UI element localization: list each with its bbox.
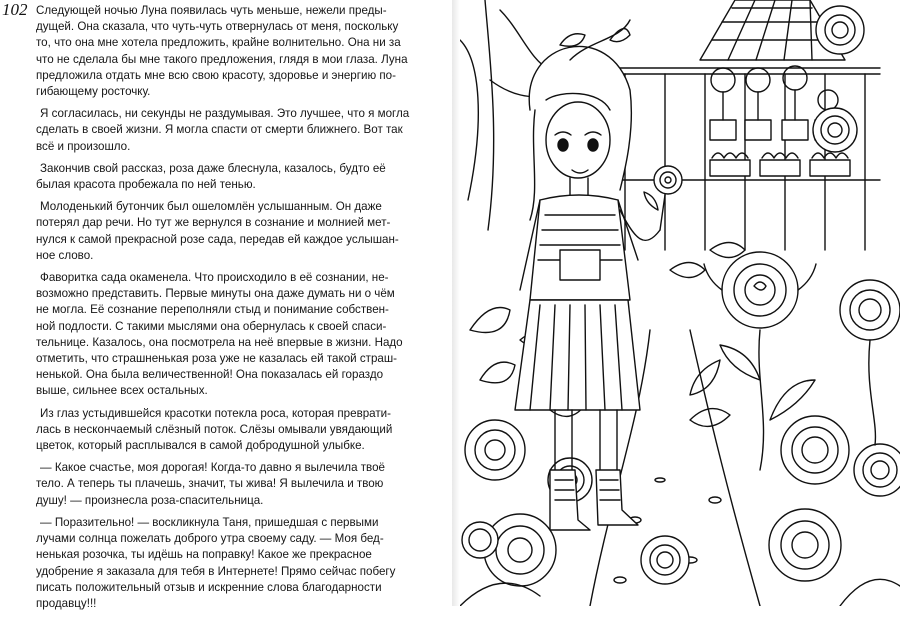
text-line: нулся к самой прекрасной розе сада, передав ей каждое услышан- — [36, 232, 399, 246]
text-line: ненькая розочка, ты идёшь на поправку! Какое же прекрасное — [36, 548, 372, 562]
text-line: Молоденький бутончик был ошеломлён услышанным. Он даже — [40, 200, 382, 214]
text-line: возможно представить. Первые минуты она даже думать ни о чём — [36, 287, 395, 301]
garden-fence — [610, 68, 880, 250]
text-line: — Какое счастье, моя дорогая! Когда-то давно я вылечила твоё — [40, 461, 385, 475]
text-line: цветок, который расплывался в самой добродушной улыбке. — [36, 439, 365, 453]
book-gutter — [452, 0, 460, 606]
text-line: то, что она мне хотела предложить, крайне волнительно. Она ни за — [36, 36, 401, 50]
story-paragraph — [36, 199, 433, 264]
text-line: лась в нескончаемый слёзный поток. Слёзы омывали увядающий — [36, 422, 393, 436]
text-line: удобрение я заказала для тебя в Интернете! Прямо сейчас побегу — [36, 564, 396, 578]
text-line: писать положительный отзыв и искренние слова благодарности — [36, 580, 382, 594]
text-line: ной подлости. С такими мыслями она обернулась к своей спаси- — [36, 319, 387, 333]
text-line: выше, сильнее всех остальных. — [36, 384, 208, 398]
text-line: гибающему росточку. — [36, 85, 151, 99]
text-line: Из глаз устыдившейся красотки потекла роса, которая преврати- — [40, 406, 392, 420]
text-line: предложила отдать мне всю свою красоту, здоровье и энергию по- — [36, 68, 396, 82]
story-paragraph — [36, 106, 433, 155]
text-line: Я согласилась, ни секунды не раздумывая. Это лучшее, что я могла — [40, 107, 410, 121]
text-line: дущей. Она сказала, что чуть-чуть отвернулась от меня, поскольку — [36, 20, 399, 34]
page-number: 102 — [2, 0, 28, 19]
text-line: Следующей ночью Луна появилась чуть меньше, нежели преды- — [36, 4, 387, 17]
text-line: всё и произошло. — [36, 139, 131, 153]
text-line: тельнице. Казалось, она посмотрела на неё впервые в жизни. Надо — [36, 335, 403, 349]
text-line: не могла. Её сознание переполняли стыд и понимание собствен- — [36, 303, 389, 317]
coloring-illustration — [460, 0, 900, 606]
text-line: продавцу!!! — [36, 596, 97, 610]
text-line: лучами солнца пожелать доброго утра своему саду. — Моя бед- — [36, 532, 384, 546]
text-line: сделать в своей жизни. Я могла спасти от смерти ближнего. Вот так — [36, 123, 403, 137]
text-line: ненькой. Она была величественной! Она показалась ей гораздо — [36, 368, 384, 382]
story-paragraph — [36, 161, 433, 193]
story-paragraph — [36, 270, 433, 400]
text-line: потерял дар речи. Но тут же вернулся в сознание и молнией мет- — [36, 216, 391, 230]
story-paragraph — [36, 3, 433, 100]
story-paragraph — [36, 515, 433, 612]
story-paragraph — [36, 406, 433, 455]
text-line: отметить, что страшненькая роза уже не казалась ей такой страш- — [36, 352, 398, 366]
text-line: Фаворитка сада окаменела. Что происходило в её сознании, не- — [40, 271, 389, 285]
text-page — [0, 0, 452, 610]
text-line: тело. А теперь ты плачешь, значит, ты жива! Я вылечила и твою — [36, 477, 384, 491]
text-line: ное слово. — [36, 248, 94, 262]
story-text — [36, 3, 433, 618]
text-line: душу! — произнесла роза-спасительница. — [36, 493, 264, 507]
text-line: что не сделала бы мне такого предложения, глядя в мои глаза. Луна — [36, 52, 408, 66]
story-paragraph — [36, 460, 433, 509]
girl-figure — [515, 20, 682, 530]
text-line: Закончив свой рассказ, роза даже блеснула, казалось, будто её — [40, 161, 386, 175]
text-line: — Поразительно! — воскликнула Таня, пришедшая с первыми — [40, 515, 379, 529]
text-line: былая красота пробежала по ней тенью. — [36, 178, 256, 192]
